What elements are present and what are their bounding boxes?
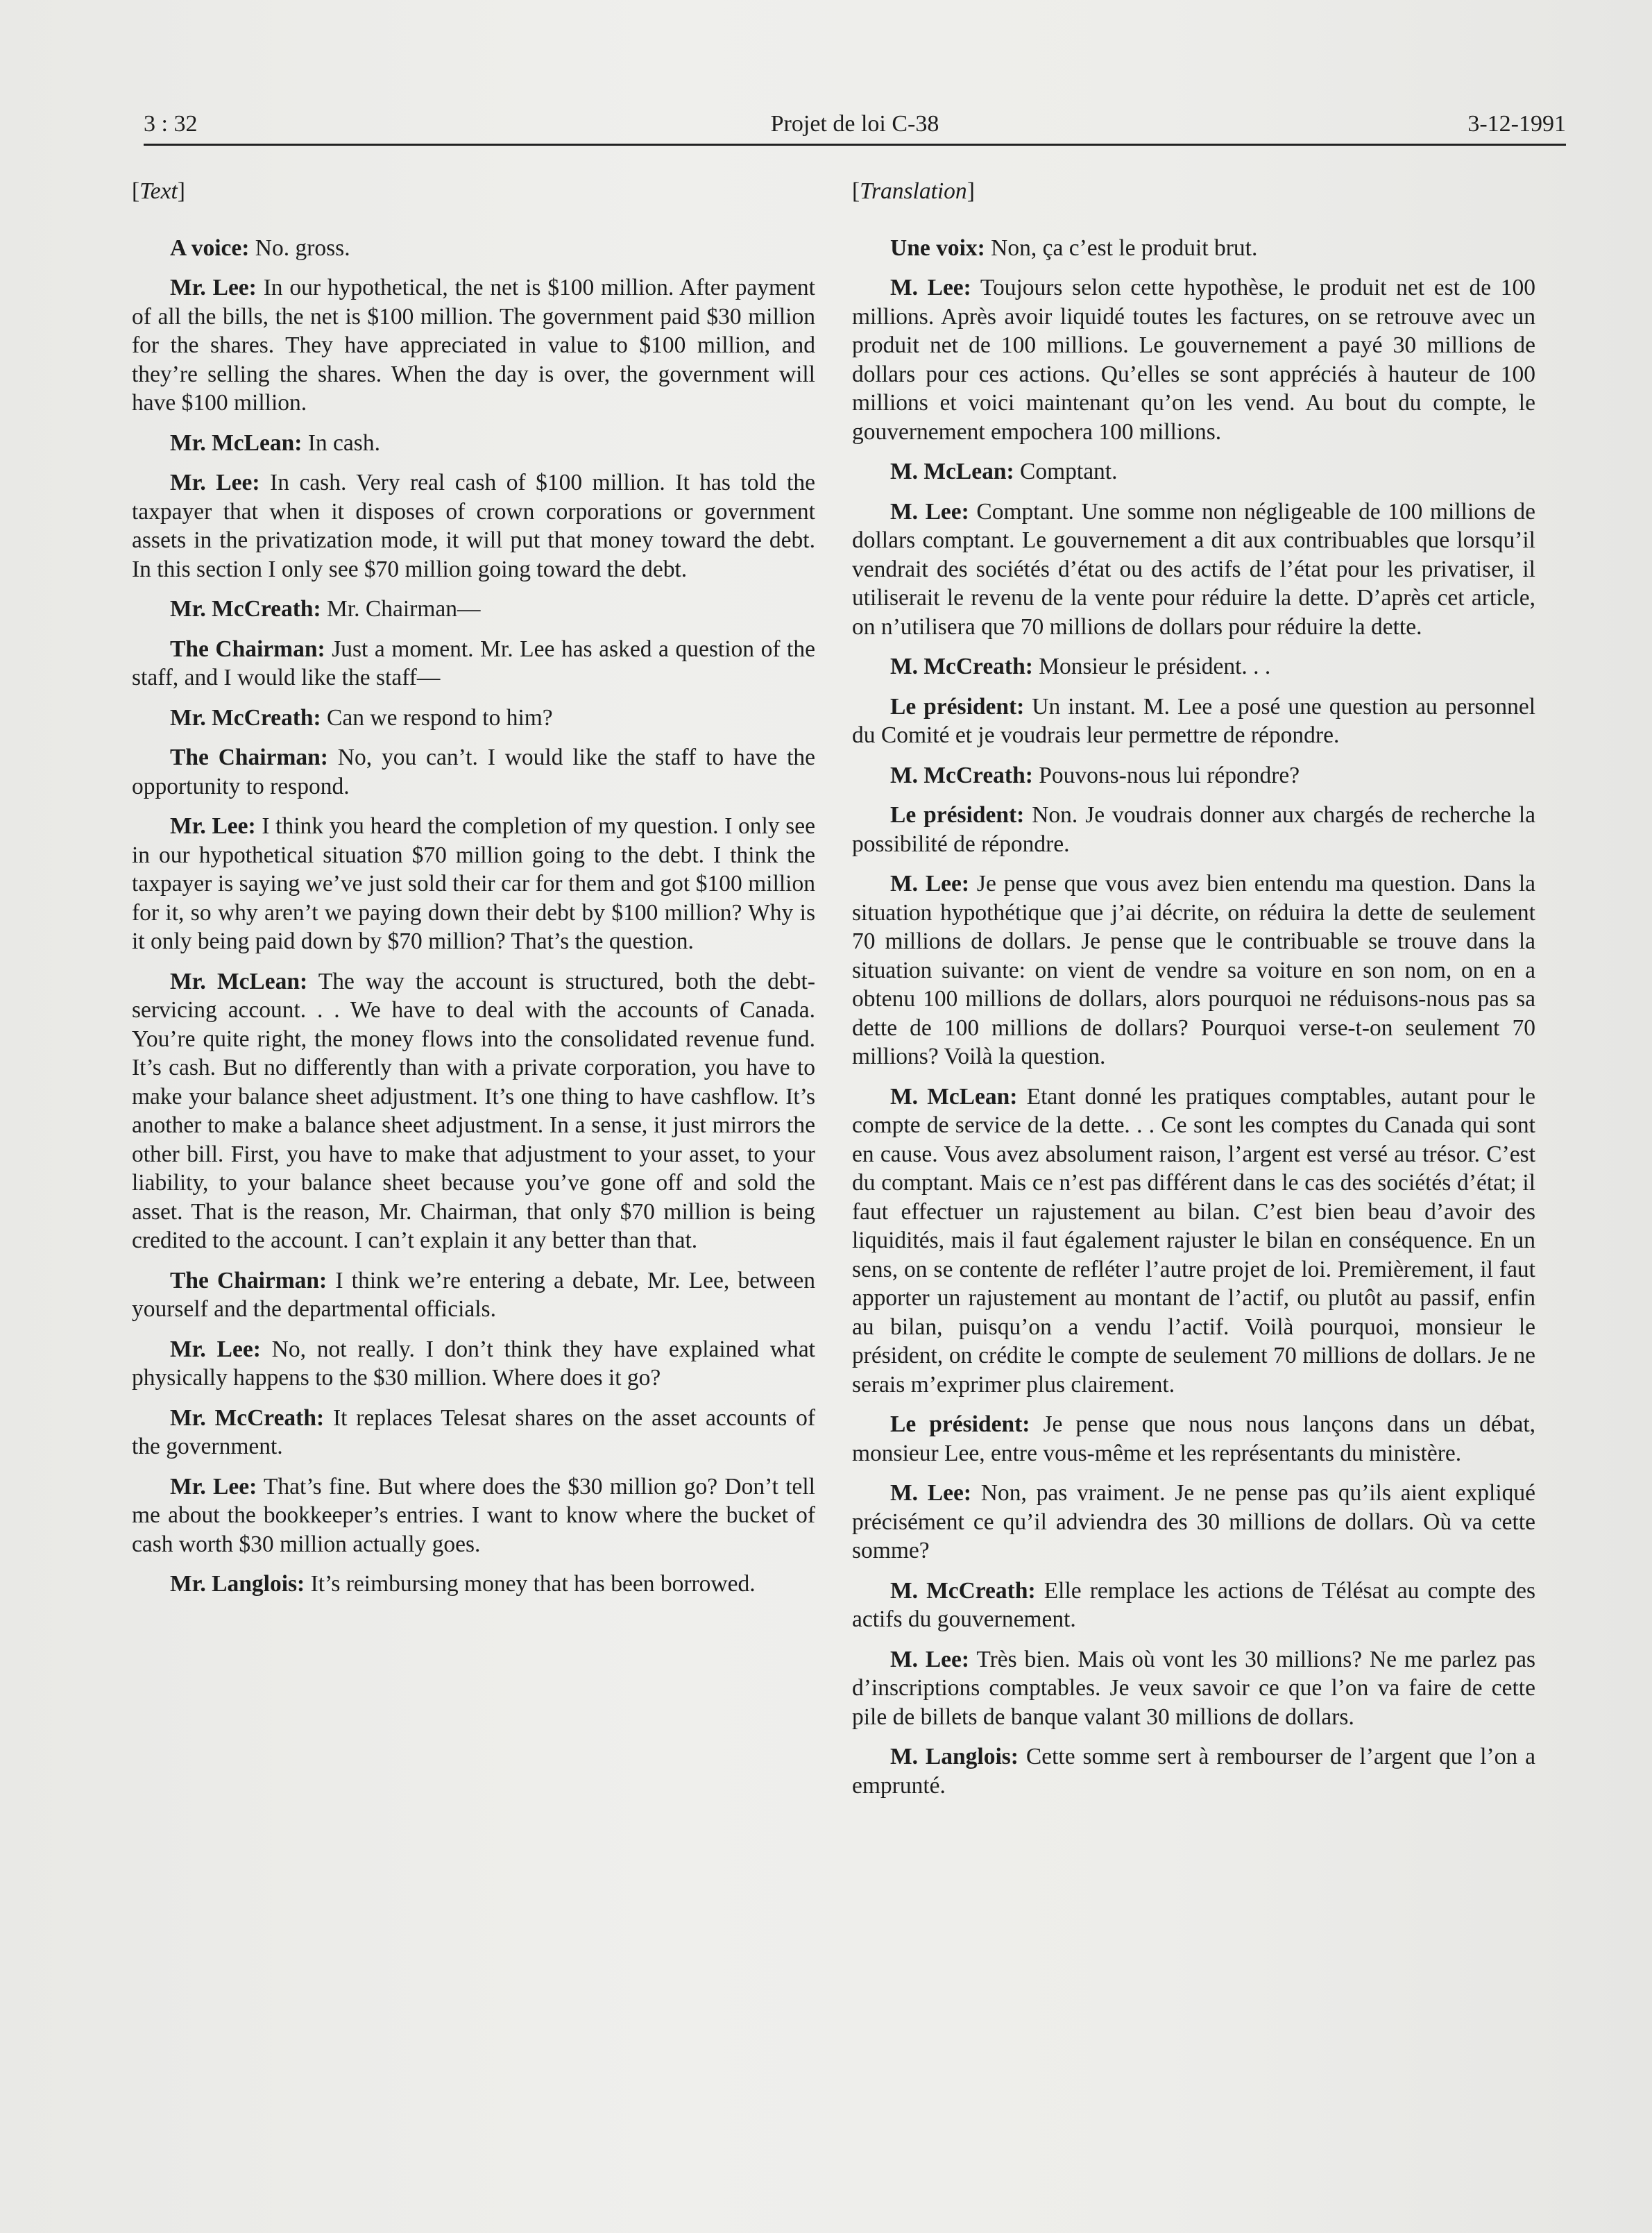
speaker-name: Mr. Lee:: [170, 813, 256, 839]
speaker-name: M. McCreath:: [890, 762, 1033, 788]
speech-text: It’s reimbursing money that has been borrowed.: [305, 1571, 756, 1597]
speech-text: In cash.: [302, 430, 380, 456]
speaker-name: Mr. Lee:: [170, 1336, 261, 1362]
speaker-name: Mr. McCreath:: [170, 704, 321, 731]
transcript-paragraph: [852, 1410, 1535, 1468]
transcript-paragraph: [132, 1335, 815, 1393]
speech-text: Toujours selon cette hypothèse, le produit net est de 100 millions. Après avoir liquidé toutes les factures, on se retrouve avec un produit net de 100 millions. Le gouvernement a payé 30 millions de dollars pour ces actions. Qu’elles se sont appréciés à hauteur de 100 millions et voici maintenant qu’on les vend. Au bout du compte, le gouvernement empochera 100 millions.: [852, 275, 1535, 445]
transcript-paragraph: [852, 801, 1535, 858]
transcript-paragraph: [132, 743, 815, 801]
speaker-name: Mr. McCreath:: [170, 1404, 325, 1431]
speaker-name: M. McLean:: [890, 1083, 1018, 1110]
speaker-name: Le président:: [890, 693, 1025, 720]
transcript-paragraph: [132, 812, 815, 956]
column-label-text: [Text]: [132, 178, 185, 204]
speech-text: Je pense que nous nous lançons dans un débat, monsieur Lee, entre vous-même et les représentants du ministère.: [852, 1411, 1535, 1466]
transcript-paragraph: [132, 468, 815, 584]
speech-text: Mr. Chairman—: [321, 596, 481, 622]
speaker-name: Une voix:: [890, 235, 985, 261]
speech-text: Cette somme sert à rembourser de l’argent que l’on a emprunté.: [852, 1744, 1535, 1799]
speaker-name: M. McCreath:: [890, 654, 1033, 679]
speech-text: That’s fine. But where does the $30 million go? Don’t tell me about the bookkeeper’s entries. I want to know where the bucket of cash worth $30 million actually goes.: [132, 1473, 815, 1557]
transcript-paragraph: [852, 498, 1535, 642]
speech-text: Monsieur le président. . .: [1032, 654, 1271, 679]
transcript-paragraph: [852, 1479, 1535, 1565]
transcript-paragraph: [132, 234, 815, 263]
transcript-paragraph: [132, 1472, 815, 1559]
speech-text: Can we respond to him?: [321, 704, 553, 731]
transcript-paragraph: [132, 1570, 815, 1599]
speech-text: It replaces Telesat shares on the asset accounts of the government.: [132, 1404, 815, 1459]
speech-text: Etant donné les pratiques comptables, autant pour le compte de service de la dette. . . Ce sont les comptes du Canada qui sont en cause. Vous avez absolument raison, l’argent est versé au trésor. C’est du comptant. Mais ce n’est pas différent dans le cas des sociétés d’état; il faut effectuer un rajustement au bilan. C’est bien beau d’avoir des liquidités, mais il faut également rajuster le bilan en conséquence. En un sens, on se contente de refléter l’autre projet de loi. Premièrement, il faut apporter un rajustement au montant de l’actif, ou plutôt au passif, enfin au bilan, puisqu’on a vendu l’actif. Voilà pourquoi, monsieur le président, on crédite le compte de seulement 70 millions de dollars. Je ne serais m’exprimer plus clairement.: [852, 1083, 1535, 1398]
french-paragraphs: [852, 234, 1535, 1801]
speaker-name: The Chairman:: [170, 745, 328, 770]
transcript-paragraph: [852, 457, 1535, 486]
speech-text: Un instant. M. Lee a posé une question au personnel du Comité et je voudrais leur permettre de répondre.: [852, 693, 1536, 748]
speaker-name: M. McCreath:: [890, 1577, 1036, 1604]
speaker-name: M. McLean:: [890, 459, 1014, 484]
speaker-name: The Chairman:: [170, 636, 325, 662]
speech-text: Pouvons-nous lui répondre?: [1032, 762, 1300, 788]
speech-text: Très bien. Mais où vont les 30 millions? Ne me parlez pas d’inscriptions comptables. Je veux savoir ce que l’on va faire de cette pile de billets de banque valant 30 millions de dollars.: [852, 1646, 1535, 1730]
speaker-name: Mr. Lee:: [170, 275, 257, 300]
transcript-paragraph: [132, 429, 815, 458]
speech-text: No, not really. I don’t think they have explained what physically happens to the $30 million. Where does it go?: [132, 1336, 815, 1391]
transcript-paragraph: [132, 1266, 815, 1324]
speech-text: In our hypothetical, the net is $100 million. After payment of all the bills, the net is $100 million. The government paid $30 million for the shares. They have appreciated in value to $100 million, and they’re selling the shares. When the day is over, the government will have $100 million.: [132, 275, 815, 416]
transcript-paragraph: [852, 234, 1535, 263]
speaker-name: M. Lee:: [890, 871, 970, 897]
speaker-name: M. Lee:: [890, 1480, 971, 1506]
english-paragraphs: [132, 234, 815, 1599]
speech-text: I think we’re entering a debate, Mr. Lee, between yourself and the departmental officials.: [132, 1267, 815, 1322]
transcript-paragraph: [132, 273, 815, 418]
speaker-name: M. Lee:: [890, 498, 969, 525]
speech-text: I think you heard the completion of my question. I only see in our hypothetical situation $70 million going to the debt. I think the taxpayer is saying we’ve just sold their car for them and got $100 million for it, so why aren’t we paying down their debt by $100 million? Why is it only being paid down by $70 million? That’s the question.: [132, 813, 815, 954]
speech-text: Non, pas vraiment. Je ne pense pas qu’ils aient expliqué précisément ce qu’il adviendra des 30 millions de dollars. Où va cette somme?: [852, 1480, 1535, 1563]
transcript-paragraph: [132, 967, 815, 1255]
speaker-name: Mr. Langlois:: [170, 1571, 305, 1597]
transcript-paragraph: [132, 704, 815, 733]
speaker-name: A voice:: [170, 235, 250, 261]
transcript-paragraph: [852, 869, 1535, 1071]
speaker-name: Mr. McLean:: [170, 968, 308, 994]
transcript-paragraph: [852, 693, 1535, 750]
transcript-paragraph: [852, 1082, 1535, 1400]
speaker-name: The Chairman:: [170, 1267, 327, 1293]
speech-text: Just a moment. Mr. Lee has asked a question of the staff, and I would like the staff—: [132, 636, 815, 690]
speech-text: No, you can’t. I would like the staff to have the opportunity to respond.: [132, 745, 815, 799]
speech-text: Non, ça c’est le produit brut.: [985, 235, 1258, 261]
french-column: [852, 177, 1535, 1811]
speech-text: Comptant.: [1014, 459, 1118, 484]
speech-text: Je pense que vous avez bien entendu ma question. Dans la situation hypothétique que j’ai décrite, on réduira la dette de seulement 70 millions de dollars. Je pense que le contribuable se trouve dans la situation suivante: on vient de vendre sa voiture en son nom, on en a obtenu 100 millions de dollars, alors pourquoi ne réduisons-nous pas sa dette de 100 millions de dollars? Pourquoi verse-t-on seulement 70 millions? Voilà la question.: [852, 871, 1536, 1069]
speaker-name: Le président:: [890, 1411, 1030, 1437]
speaker-name: M. Langlois:: [890, 1744, 1019, 1769]
speaker-name: M. Lee:: [890, 1646, 970, 1672]
transcript-paragraph: [132, 635, 815, 693]
document-date: 3-12-1991: [1467, 111, 1566, 137]
transcript-paragraph: [852, 761, 1535, 790]
column-label-translation: [Translation]: [852, 178, 975, 204]
speech-text: Comptant. Une somme non négligeable de 100 millions de dollars comptant. Le gouvernement a dit aux contribuables que lorsqu’il vendrait des sociétés d’état ou des actifs de l’état pour les privatiser, il utiliserait le revenu de la vente pour réduire la dette. D’après cet article, on n’utilisera que 70 millions de dollars pour réduire la dette.: [852, 498, 1535, 640]
speaker-name: Mr. Lee:: [170, 1473, 257, 1500]
speaker-name: Mr. McCreath:: [170, 596, 321, 622]
page-number: 3 : 32: [144, 111, 198, 137]
transcript-paragraph: [852, 1645, 1535, 1732]
speaker-name: Le président:: [890, 802, 1025, 828]
speech-text: Non. Je voudrais donner aux chargés de recherche la possibilité de répondre.: [852, 802, 1535, 857]
speaker-name: M. Lee:: [890, 275, 971, 300]
transcript-paragraph: [852, 652, 1535, 681]
speech-text: In cash. Very real cash of $100 million. It has told the taxpayer that when it disposes of crown corporations or government assets in the privatization mode, it will put that money toward the debt. In this section I only see $70 million going toward the debt.: [132, 470, 815, 582]
speaker-name: Mr. Lee:: [170, 470, 260, 495]
speech-text: The way the account is structured, both the debt-servicing account. . . We have to deal with the accounts of Canada. You’re quite right, the money flows into the consolidated revenue fund. It’s cash. But no differently than with a private corporation, you have to make your balance sheet adjustment. It’s one thing to have cashflow. It’s another to make a balance sheet adjustment. In a sense, it just mirrors the other bill. First, you have to make that adjustment to your asset, to your liability, to your balance sheet because you’ve gone off and sold the asset. That is the reason, Mr. Chairman, that only $70 million is being credited to the account. I can’t explain it any better than that.: [132, 968, 815, 1253]
english-column: [132, 177, 815, 1610]
transcript-paragraph: [852, 273, 1535, 446]
transcript-paragraph: [132, 595, 815, 624]
speech-text: No. gross.: [249, 235, 350, 261]
header-rule: [144, 144, 1566, 146]
page-header: [144, 111, 1566, 146]
speech-text: Elle remplace les actions de Télésat au compte des actifs du gouvernement.: [852, 1577, 1535, 1632]
transcript-paragraph: [852, 1742, 1535, 1800]
transcript-paragraph: [132, 1404, 815, 1461]
transcript-paragraph: [852, 1577, 1535, 1634]
speaker-name: Mr. McLean:: [170, 430, 303, 456]
document-title: Projet de loi C-38: [770, 111, 939, 137]
